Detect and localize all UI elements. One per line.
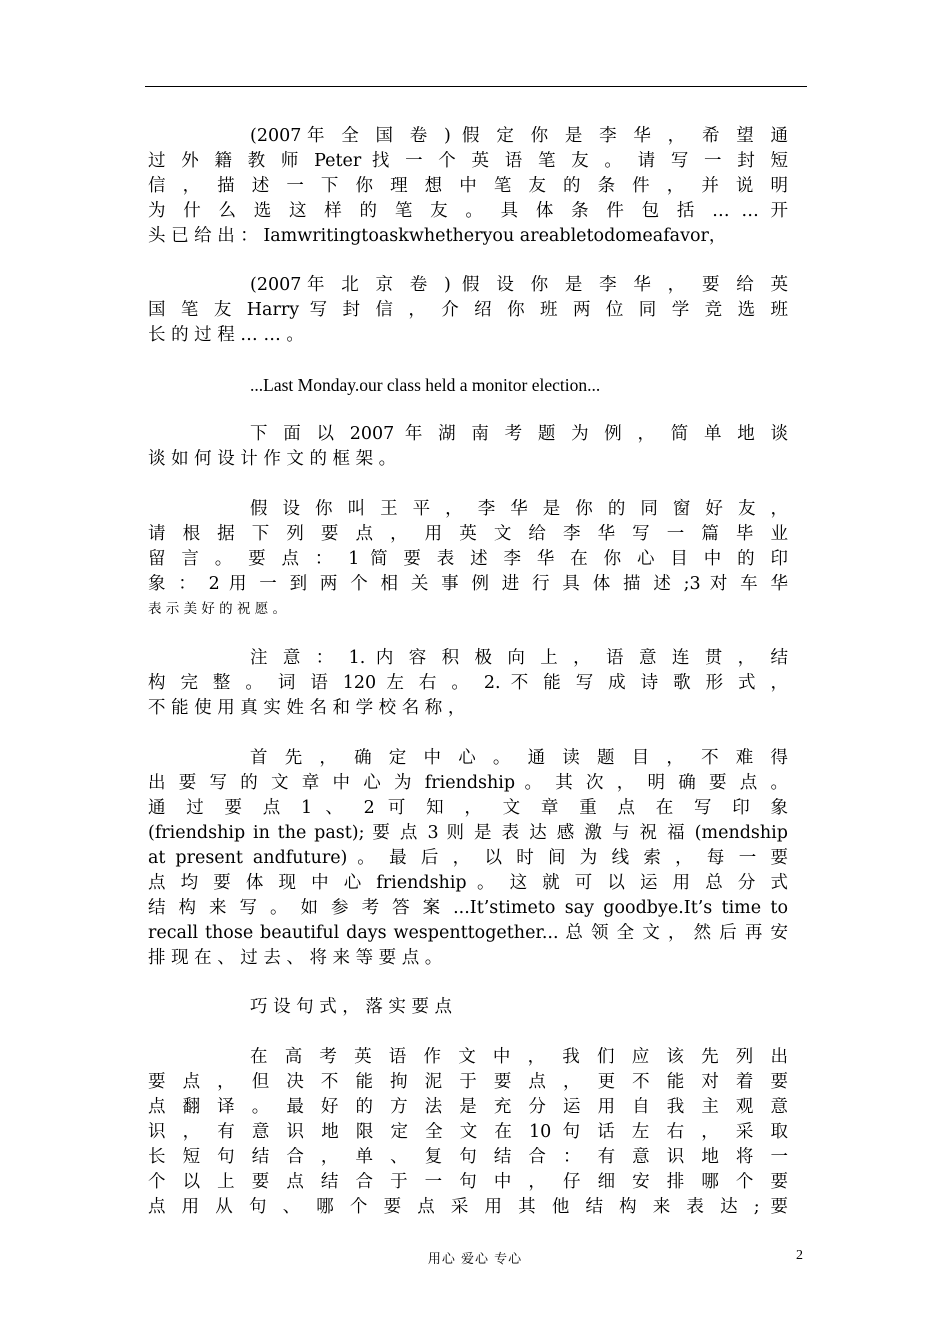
text-line: 通 过 要 点 1 、 2 可 知 ， 文 章 重 点 在 写 印 象 xyxy=(148,798,788,818)
footer-motto: 用心 爱心 专心 xyxy=(427,1252,523,1267)
text-line: 头 已 给 出 ： Iamwritingtoaskwhetheryou areabletodomeafavor， xyxy=(148,226,727,246)
text-line: 不 能 使 用 真 实 姓 名 和 学 校 名 称 ， xyxy=(148,698,466,718)
paragraph xyxy=(148,995,788,1020)
text-line: 象 ： 2 用 一 到 两 个 相 关 事 例 进 行 具 体 描 述 ;3 对 车 华 xyxy=(148,574,788,594)
paragraph xyxy=(148,646,788,721)
text-line: 点 用 从 句 、 哪 个 要 点 采 用 其 他 结 构 来 表 达 ; 要 xyxy=(148,1197,788,1217)
text-line: 谈 如 何 设 计 作 文 的 框 架 。 xyxy=(148,449,397,469)
text-line: 首 先 ， 确 定 中 心 。 通 读 题 目 ， 不 难 得 xyxy=(250,748,788,768)
text-line: 个 以 上 要 点 结 合 于 一 句 中 ， 仔 细 安 排 哪 个 要 xyxy=(148,1172,788,1192)
text-line: 信 ， 描 述 一 下 你 理 想 中 笔 友 的 条 件 ， 并 说 明 xyxy=(148,176,788,196)
paragraph xyxy=(148,1045,788,1220)
text-line: 识 ， 有 意 识 地 限 定 全 文 在 10 句 话 左 右 ， 采 取 xyxy=(148,1122,788,1142)
text-line: 排 现 在 、 过 去 、 将 来 等 要 点 。 xyxy=(148,948,443,968)
paragraph xyxy=(148,373,788,398)
text-line: (2007年 全 国 卷 ) 假 定 你 是 李 华 ， 希 望 通 xyxy=(250,126,788,146)
text-line: 留 言 。 要 点 ： 1 简 要 表 述 李 华 在 你 心 目 中 的 印 xyxy=(148,549,788,569)
text-line: 在 高 考 英 语 作 文 中 ， 我 们 应 该 先 列 出 xyxy=(250,1047,788,1067)
text-line: 巧 设 句 式 ， 落 实 要 点 xyxy=(250,997,453,1017)
paragraph xyxy=(148,422,788,472)
text-line: 出 要 写 的 文 章 中 心 为 friendship 。 其 次 ， 明 确 要 点 。 xyxy=(148,773,788,793)
text-line: 要 点 ， 但 决 不 能 拘 泥 于 要 点 ， 更 不 能 对 着 要 xyxy=(148,1072,788,1092)
text-line: 过 外 籍 教 师 Peter 找 一 个 英 语 笔 友 。 请 写 一 封 短 xyxy=(148,151,788,171)
paragraph xyxy=(148,497,788,622)
text-line: 构 完 整 。 词 语 120 左 右 。 2. 不 能 写 成 诗 歌 形 式 ， xyxy=(148,673,788,693)
text-line: 为 什 么 选 这 样 的 笔 友 。 具 体 条 件 包 括 … … 开 xyxy=(148,201,788,221)
text-line: 表 示 美 好 的 祝 愿 。 xyxy=(148,601,287,617)
text-line: 结 构 来 写 。 如 参 考 答 案 ...It’stimeto say goodbye.It’s time to xyxy=(148,898,788,918)
text-line: 注 意 ： 1. 内 容 积 极 向 上 ， 语 意 连 贯 ， 结 xyxy=(250,648,788,668)
text-line: 点 翻 译 。 最 好 的 方 法 是 充 分 运 用 自 我 主 观 意 xyxy=(148,1097,788,1117)
text-line: 国 笔 友 Harry 写 封 信 ， 介 绍 你 班 两 位 同 学 竞 选 班 xyxy=(148,300,788,320)
text-line: 点 均 要 体 现 中 心 friendship 。 这 就 可 以 运 用 总 分 式 xyxy=(148,873,788,893)
header-rule xyxy=(145,86,807,87)
text-line: at present andfuture) 。 最 后 ， 以 时 间 为 线 索 ， 每 一 要 xyxy=(148,848,788,868)
paragraph xyxy=(148,273,788,348)
text-line: 请 根 据 下 列 要 点 ， 用 英 文 给 李 华 写 一 篇 毕 业 xyxy=(148,524,788,544)
text-line: 长 的 过 程 … … 。 xyxy=(148,325,304,345)
text-line: 假 设 你 叫 王 平 ， 李 华 是 你 的 同 窗 好 友 ， xyxy=(250,499,788,519)
page-number: 2 xyxy=(796,1248,803,1263)
text-line: 下 面 以 2007 年 湖 南 考 题 为 例 ， 简 单 地 谈 xyxy=(250,424,788,444)
text-line: (friendship in the past); 要 点 3 则 是 表 达 感 激 与 祝 福 (mendship xyxy=(148,823,788,843)
text-line: (2007年 北 京 卷 ) 假 设 你 是 李 华 ， 要 给 英 xyxy=(250,275,788,295)
text-line: ...Last Monday.our class held a monitor election... xyxy=(250,375,601,395)
paragraph xyxy=(148,746,788,971)
paragraph xyxy=(148,124,788,249)
text-line: 长 短 句 结 合 ， 单 、 复 句 结 合 ： 有 意 识 地 将 一 xyxy=(148,1147,788,1167)
page-footer xyxy=(0,1248,950,1268)
text-line: recall those beautiful days wespenttogether... 总 领 全 文 ， 然 后 再 安 xyxy=(148,923,788,943)
